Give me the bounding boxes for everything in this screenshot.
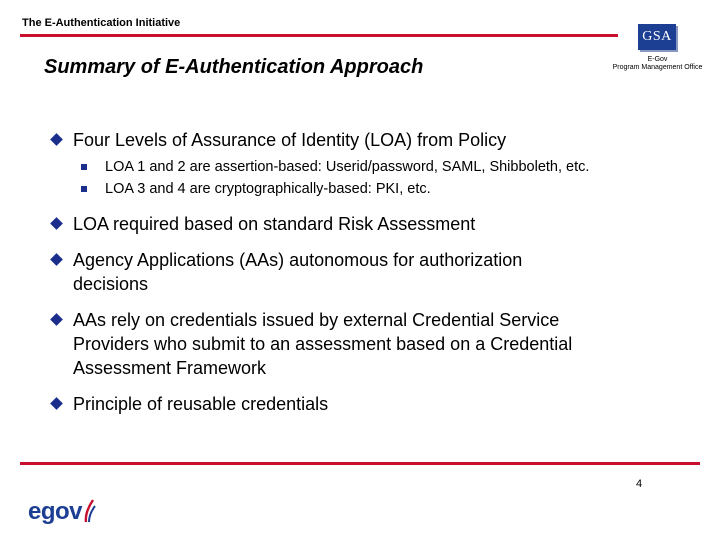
gsa-logo-text: GSA xyxy=(642,29,672,44)
bullet-item xyxy=(46,212,686,236)
bullet-text: Principle of reusable credentials xyxy=(73,394,329,414)
sub-bullet-list xyxy=(73,156,686,200)
bullet-item xyxy=(46,392,686,416)
bullet-text: LOA required based on standard Risk Assessment xyxy=(73,214,476,234)
sub-bullet-text: LOA 1 and 2 are assertion-based: Userid/password, SAML, Shibboleth, etc. xyxy=(105,159,590,175)
bullet-text: Four Levels of Assurance of Identity (LOA) from Policy xyxy=(73,130,507,150)
bullet-item xyxy=(46,128,686,200)
square-bullet-icon xyxy=(81,186,87,192)
office-label xyxy=(600,56,715,72)
diamond-bullet-icon xyxy=(50,217,63,230)
office-line-1: E-Gov xyxy=(647,56,668,63)
bullet-list xyxy=(46,128,686,416)
initiative-label: The E-Authentication Initiative xyxy=(22,17,181,29)
bullet-text: AAs rely on credentials issued by external Credential Service Providers who submit to an assessment based on a Credential Assessment Framework xyxy=(73,310,573,378)
diamond-bullet-icon xyxy=(50,133,63,146)
bullet-item xyxy=(46,248,573,296)
gsa-logo xyxy=(638,24,676,50)
egov-flag-icon xyxy=(83,498,97,524)
footer-rule xyxy=(20,462,700,465)
header-rule xyxy=(20,34,618,37)
page-number: 4 xyxy=(636,478,643,490)
slide-title: Summary of E-Authentication Approach xyxy=(44,56,424,78)
bullet-item xyxy=(46,308,633,380)
diamond-bullet-icon xyxy=(50,313,63,326)
egov-logo xyxy=(28,498,97,524)
sub-bullet-text: LOA 3 and 4 are cryptographically-based: PKI, etc. xyxy=(105,181,431,197)
egov-logo-word: egov xyxy=(28,498,83,525)
bullet-text: Agency Applications (AAs) autonomous for authorization decisions xyxy=(73,250,523,294)
diamond-bullet-icon xyxy=(50,253,63,266)
diamond-bullet-icon xyxy=(50,397,63,410)
square-bullet-icon xyxy=(81,164,87,170)
office-line-2: Program Management Office xyxy=(612,64,703,71)
sub-bullet-item xyxy=(73,178,686,200)
sub-bullet-item xyxy=(73,156,686,178)
